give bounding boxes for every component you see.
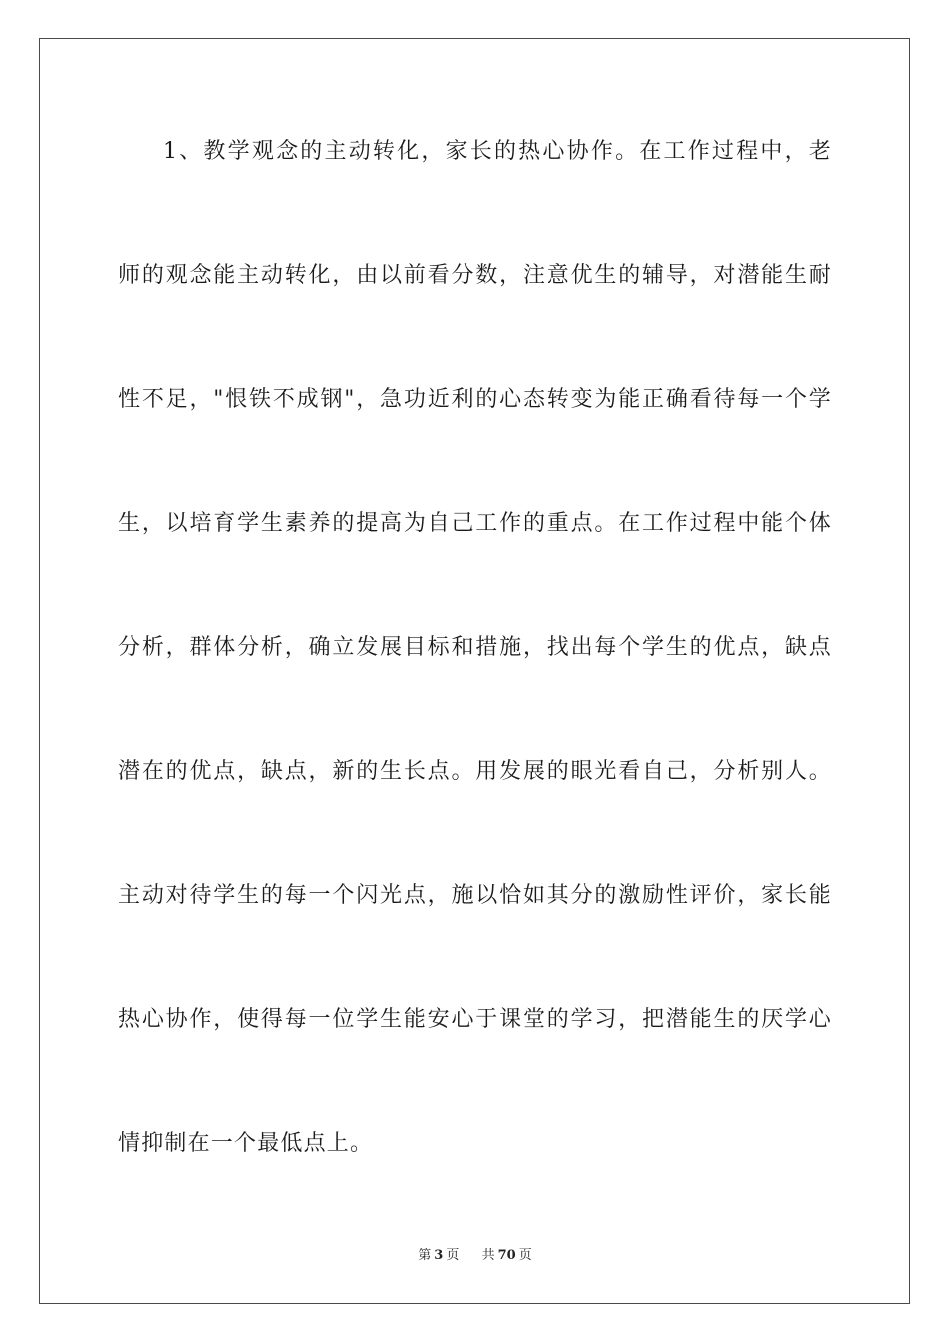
text-line: 情抑制在一个最低点上。 <box>118 1131 374 1156</box>
page-total: 70 <box>497 1248 516 1263</box>
total-prefix: 共 <box>481 1248 495 1263</box>
total-suffix: 页 <box>518 1248 532 1263</box>
page-suffix: 页 <box>446 1248 460 1263</box>
text-line: 性不足，"恨铁不成钢"，急功近利的心态转变为能正确看待每一个学 <box>118 387 832 412</box>
text-line: 潜在的优点，缺点，新的生长点。用发展的眼光看自己，分析别人。 <box>118 759 832 784</box>
page-border <box>39 38 910 1304</box>
text-line: 主动对待学生的每一个闪光点，施以恰如其分的激励性评价，家长能 <box>118 883 832 908</box>
text-line: 1、教学观念的主动转化，家长的热心协作。在工作过程中，老 <box>163 139 832 164</box>
text-line: 分析，群体分析，确立发展目标和措施，找出每个学生的优点，缺点 <box>118 635 832 660</box>
text-line: 热心协作，使得每一位学生能安心于课堂的学习，把潜能生的厌学心 <box>118 1007 832 1032</box>
page-prefix: 第 <box>418 1248 432 1263</box>
page-current: 3 <box>434 1248 444 1263</box>
text-line: 师的观念能主动转化，由以前看分数，注意优生的辅导，对潜能生耐 <box>118 263 832 288</box>
page-footer <box>0 1248 950 1264</box>
text-line: 生，以培育学生素养的提高为自己工作的重点。在工作过程中能个体 <box>118 511 832 536</box>
